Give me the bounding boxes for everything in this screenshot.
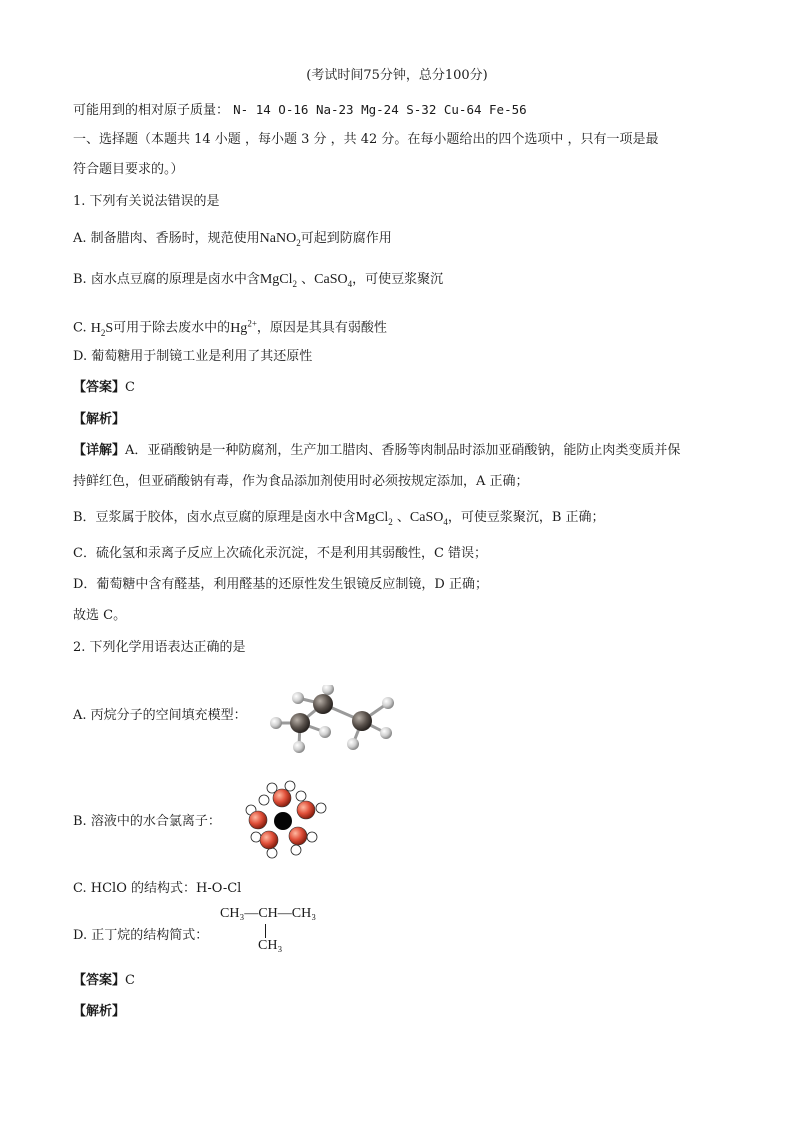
formula-sub: 2	[296, 237, 301, 248]
answer-tag: 【答案】	[73, 973, 126, 988]
q1-detail-a2: 持鲜红色，但亚硝酸钠有毒，作为食品添加剂使用时必须按规定添加，A 正确；	[73, 474, 529, 489]
carbon-atom	[352, 711, 372, 731]
hydrogen-atom	[270, 717, 282, 729]
q1-option-c-tail: ，原因是其具有弱酸性	[256, 320, 387, 336]
chloride-ion	[274, 812, 292, 830]
carbon-atom	[290, 713, 310, 733]
q2-stem: 2. 下列化学用语表达正确的是	[73, 640, 246, 655]
q1-option-b	[73, 270, 443, 294]
detail-b-tail: ，可使豆浆聚沉，B 正确；	[447, 510, 605, 525]
section1-line1: 一、选择题（本题共 14 小题 ，每小题 3 分 ，共 42 分。在每小题给出的四个选项中 ，只有一项是最	[73, 132, 659, 147]
hydrogen-atom	[380, 727, 392, 739]
q1-option-a-tail: 可起到防腐作用	[300, 231, 392, 246]
formula-main: Hg	[230, 320, 248, 336]
q1-detail-b	[73, 508, 605, 532]
hydrogen-atom	[292, 692, 304, 704]
exam-info: (考试时间75分钟，总分100分)	[306, 68, 488, 83]
answer-value: C	[125, 973, 135, 988]
q1-option-a-formula	[260, 231, 301, 246]
q1-analysis-tag: 【解析】	[73, 412, 126, 427]
q1-detail-c: C．硫化氢和汞离子反应上次硫化汞沉淀，不是利用其弱酸性，C 错误；	[73, 546, 488, 561]
detail-b-formula1	[356, 510, 393, 525]
butane-structural-formula	[220, 906, 330, 960]
carbon-atom	[313, 694, 333, 714]
q2-answer	[73, 971, 135, 991]
separator: 、	[396, 510, 410, 525]
q1-option-c-formula2	[230, 318, 257, 336]
answer-value: C	[125, 380, 135, 395]
q1-option-c-text: 可用于除去废水中的	[113, 320, 231, 336]
q1-detail-a1	[73, 441, 680, 461]
q2-option-c: C. HClO 的结构式：H-O-Cl	[73, 881, 242, 896]
oxygen-atom	[273, 789, 291, 807]
q1-option-c-formula1	[91, 321, 113, 336]
detail-b-text: B．豆浆属于胶体，卤水点豆腐的原理是卤水中含	[73, 510, 356, 525]
q2-option-d: D. 正丁烷的结构简式：	[73, 928, 209, 943]
atomic-masses-label: 可能用到的相对原子质量：	[73, 103, 230, 118]
detail-b-formula2	[410, 510, 448, 525]
q2-option-b: B. 溶液中的水合氯离子：	[73, 814, 221, 829]
q1-stem: 1. 下列有关说法错误的是	[73, 194, 220, 209]
formula-sub: 4	[443, 516, 448, 527]
formula-branch: CH₃	[258, 938, 283, 953]
hydrated-chloride-ion-image	[242, 778, 330, 862]
hydrogen-atom	[293, 741, 305, 753]
hydrogen-atom	[347, 738, 359, 750]
formula-tail: S	[105, 320, 114, 336]
q1-option-c-letter: C.	[73, 320, 91, 336]
q2-option-a: A. 丙烷分子的空间填充模型：	[73, 708, 247, 723]
formula-sub: 2	[100, 327, 106, 338]
oxygen-atom	[297, 801, 315, 819]
section1-line2: 符合题目要求的。）	[73, 162, 184, 177]
q1-answer	[73, 378, 135, 398]
q2-analysis-tag: 【解析】	[73, 1004, 126, 1019]
q1-option-b-formula2	[314, 272, 352, 287]
hydrogen-atom	[322, 685, 334, 695]
formula-main: MgCl	[355, 510, 389, 525]
formula-sub: 2	[292, 278, 298, 289]
atomic-masses-values: N- 14 O-16 Na-23 Mg-24 S-32 Cu-64 Fe-56	[233, 102, 527, 117]
q1-option-a-text: A. 制备腊肉、香肠时，规范使用	[73, 231, 260, 246]
formula-sub: 2	[388, 516, 393, 527]
formula-sub: 4	[347, 278, 353, 289]
oxygen-atom	[249, 811, 267, 829]
oxygen-atom	[260, 831, 278, 849]
q1-option-d: D. 葡萄糖用于制镜工业是利用了其还原性	[73, 349, 313, 364]
q1-conclusion: 故选 C。	[73, 608, 127, 623]
detail-tag: 【详解】	[73, 443, 126, 458]
hydrogen-atom	[319, 726, 331, 738]
q1-option-b-tail: ，可使豆浆聚沉	[352, 272, 444, 287]
oxygen-atom	[289, 827, 307, 845]
formula-sup: 2+	[247, 318, 257, 328]
q1-detail-d: D．葡萄糖中含有醛基，利用醛基的还原性发生银镜反应制镜，D 正确；	[73, 577, 488, 592]
answer-tag: 【答案】	[73, 380, 126, 395]
formula-main-chain: CH₃—CH—CH₃	[220, 906, 317, 921]
q1-option-c	[73, 313, 387, 342]
q1-option-b-text: B. 卤水点豆腐的原理是卤水中含	[73, 272, 260, 287]
formula-main: CaSO	[409, 510, 444, 525]
q1-option-a	[73, 229, 392, 253]
propane-space-filling-model-image	[262, 685, 402, 753]
formula-main: CaSO	[314, 272, 348, 287]
formula-main: NaNO	[259, 231, 297, 246]
formula-main: MgCl	[259, 272, 293, 287]
separator: 、	[301, 272, 315, 287]
atomic-masses	[73, 100, 527, 121]
q1-option-b-formula1	[260, 272, 297, 287]
formula-main: H	[90, 320, 101, 336]
hydrogen-atom	[382, 697, 394, 709]
detail-text: A．亚硝酸钠是一种防腐剂，生产加工腊肉、香肠等肉制品时添加亚硝酸钠，能防止肉类变质并保	[125, 443, 681, 458]
formula-bond	[265, 924, 266, 938]
